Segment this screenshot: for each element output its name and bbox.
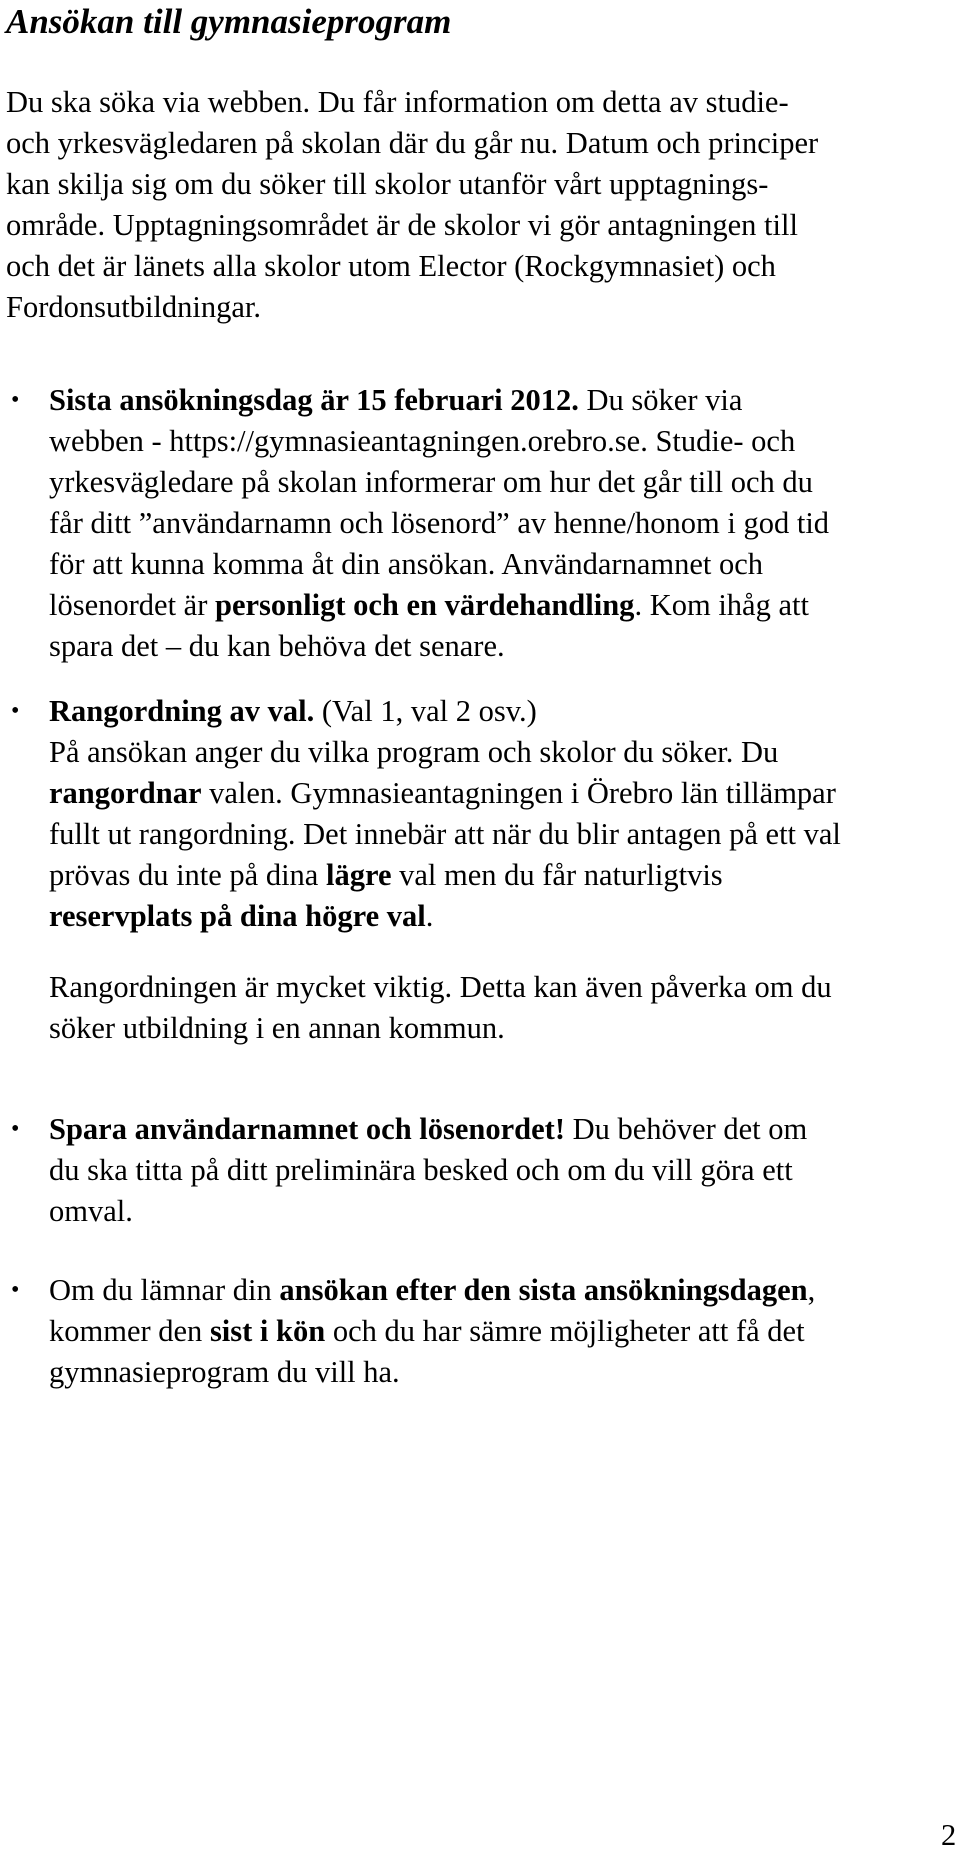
deadline-emphasis: Sista ansökningsdag är 15 februari 2012. xyxy=(49,383,579,417)
intro-paragraph xyxy=(6,82,956,328)
intro-line: Du ska söka via webben. Du får information om detta av studie- xyxy=(6,85,789,119)
queue-emphasis: sist i kön xyxy=(209,1314,326,1348)
bullet-icon: • xyxy=(11,1116,20,1142)
page-number: 2 xyxy=(941,1818,957,1852)
note-line: Rangordningen är mycket viktig. Detta kan även påverka om du xyxy=(49,970,832,1004)
ranking-heading: Rangordning av val. xyxy=(49,694,315,728)
lower-emphasis: lägre xyxy=(325,858,392,892)
reserve-emphasis: reservplats på dina högre val xyxy=(49,899,426,933)
document-title: Ansökan till gymnasieprogram xyxy=(6,2,452,41)
value-emphasis: personligt och en värdehandling xyxy=(215,588,635,622)
bullet-line xyxy=(49,773,959,814)
bullet-text: val men du får naturligtvis xyxy=(391,858,723,892)
bullet-late-text xyxy=(49,1270,959,1393)
ranking-note xyxy=(49,967,959,1049)
bullet-line: omval. xyxy=(49,1194,133,1228)
bullet-line xyxy=(49,691,959,732)
bullet-line xyxy=(49,1270,959,1311)
intro-line: och yrkesvägledaren på skolan där du går nu. Datum och principer xyxy=(6,126,819,160)
bullet-text: och du har sämre möjligheter att få det xyxy=(325,1314,805,1348)
bullet-line: På ansökan anger du vilka program och skolor du söker. Du xyxy=(49,735,779,769)
bullet-line xyxy=(49,585,959,626)
bullet-text: . Kom ihåg att xyxy=(634,588,809,622)
bullet-line: spara det – du kan behöva det senare. xyxy=(49,629,505,663)
bullet-text: valen. Gymnasieantagningen i Örebro län tillämpar xyxy=(201,776,836,810)
bullet-line xyxy=(49,1311,959,1352)
bullet-icon: • xyxy=(11,698,20,724)
intro-line: och det är länets alla skolor utom Elector (Rockgymnasiet) och xyxy=(6,249,776,283)
bullet-icon: • xyxy=(11,1277,20,1303)
bullet-deadline-text xyxy=(49,380,959,667)
intro-line: område. Upptagningsområdet är de skolor vi gör antagningen till xyxy=(6,208,798,242)
bullet-line: för att kunna komma åt din ansökan. Användarnamnet och xyxy=(49,547,764,581)
bullet-line: yrkesvägledare på skolan informerar om hur det går till och du xyxy=(49,465,813,499)
intro-line: Fordonsutbildningar. xyxy=(6,290,262,324)
bullet-icon: • xyxy=(11,387,20,413)
intro-line: kan skilja sig om du söker till skolor utanför vårt upptagnings- xyxy=(6,167,769,201)
bullet-line: webben - https://gymnasieantagningen.orebro.se. Studie- och xyxy=(49,424,796,458)
bullet-line: gymnasieprogram du vill ha. xyxy=(49,1355,400,1389)
bullet-save-text xyxy=(49,1109,959,1232)
bullet-text: Du söker via xyxy=(578,383,743,417)
bullet-text: , xyxy=(807,1273,816,1307)
note-line: söker utbildning i en annan kommun. xyxy=(49,1011,505,1045)
save-emphasis: Spara användarnamnet och lösenordet! xyxy=(49,1112,565,1146)
bullet-line xyxy=(49,1109,959,1150)
late-emphasis: ansökan efter den sista ansökningsdagen xyxy=(279,1273,808,1307)
bullet-text: Du behöver det om xyxy=(564,1112,808,1146)
bullet-line: du ska titta på ditt preliminära besked och om du vill göra ett xyxy=(49,1153,793,1187)
bullet-line: fullt ut rangordning. Det innebär att när du blir antagen på ett val xyxy=(49,817,841,851)
bullet-text: Om du lämnar din xyxy=(49,1273,280,1307)
bullet-text: (Val 1, val 2 osv.) xyxy=(314,694,537,728)
bullet-ranking-text xyxy=(49,691,959,937)
bullet-line xyxy=(49,896,959,937)
bullet-line: får ditt ”användarnamn och lösenord” av henne/honom i god tid xyxy=(49,506,830,540)
bullet-text: kommer den xyxy=(49,1314,210,1348)
bullet-text: prövas du inte på dina xyxy=(49,858,326,892)
bullet-line xyxy=(49,380,959,421)
bullet-text: . xyxy=(425,899,434,933)
bullet-line xyxy=(49,855,959,896)
rank-emphasis: rangordnar xyxy=(49,776,202,810)
bullet-text: lösenordet är xyxy=(49,588,215,622)
